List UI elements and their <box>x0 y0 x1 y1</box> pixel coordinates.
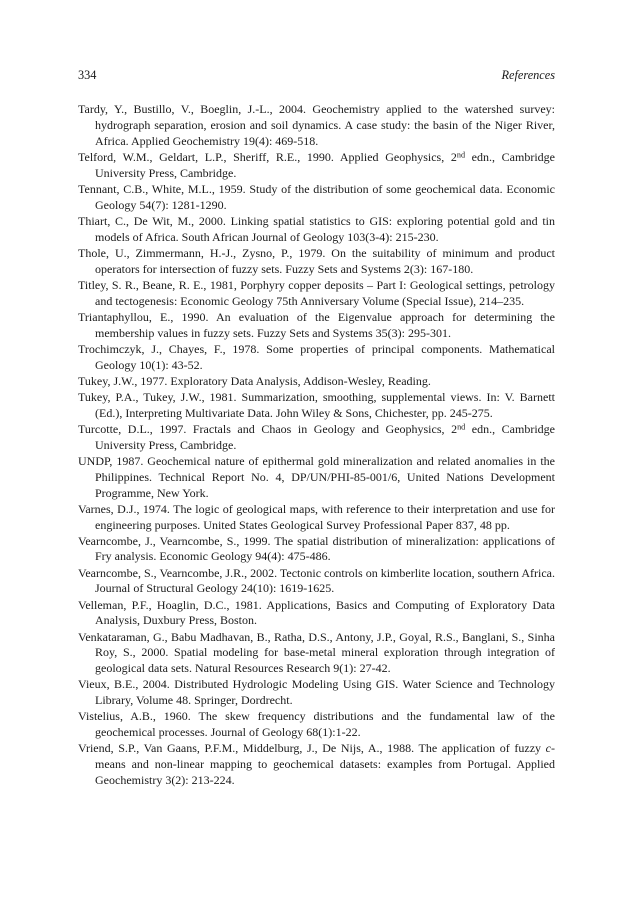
reference-list <box>78 102 555 789</box>
page-header <box>78 68 555 86</box>
reference-entry: Thiart, C., De Wit, M., 2000. Linking spatial statistics to GIS: exploring potential gold and tin models of Africa. South African Journal of Geology 103(3-4): 215-230. <box>78 213 555 244</box>
reference-entry: Tukey, J.W., 1977. Exploratory Data Analysis, Addison-Wesley, Reading. <box>78 373 431 388</box>
reference-entry: Tukey, P.A., Tukey, J.W., 1981. Summarization, smoothing, supplemental views. In: V. Barnett (Ed.), Interpreting Multivariate Data. John Wiley & Sons, Chichester, pp. 245-275. <box>78 389 555 420</box>
reference-entry: Venkataraman, G., Babu Madhavan, B., Ratha, D.S., Antony, J.P., Goyal, R.S., Banglani, S., Sinha Roy, S., 2000. Spatial modeling for base-metal mineral exploration through integration of geological data sets. Natural Resources Research 9(1): 27-42. <box>78 629 555 676</box>
reference-entry: Vearncombe, J., Vearncombe, S., 1999. The spatial distribution of mineralization: applications of Fry analysis. Economic Geology 94(4): 475-486. <box>78 533 555 564</box>
edition-superscript: nd <box>456 150 466 160</box>
reference-entry: Titley, S. R., Beane, R. E., 1981, Porphyry copper deposits – Part I: Geological settings, petrology and tectogenesis: Economic Geology 75th Anniversary Volume (Special Issue), 214–235. <box>78 277 555 308</box>
italic-variable: c <box>545 741 551 756</box>
reference-entry: Varnes, D.J., 1974. The logic of geological maps, with reference to their interpretation and use for engineering purposes. United States Geological Survey Professional Paper 837, 48 pp. <box>78 501 555 532</box>
reference-entry <box>78 422 555 454</box>
reference-entry: Thole, U., Zimmermann, H.-J., Zysno, P., 1979. On the suitability of minimum and product operators for intersection of fuzzy sets. Fuzzy Sets and Systems 2(3): 167-180. <box>78 245 555 276</box>
reference-text: Vriend, S.P., Van Gaans, P.F.M., Middelburg, J., De Nijs, A., 1988. The application of fuzzy <box>78 741 546 756</box>
reference-entry: Tardy, Y., Bustillo, V., Boeglin, J.-L., 2004. Geochemistry applied to the watershed survey: hydrograph separation, erosion and soil dynamics. A case study: the basin of the Niger River, Africa. Applied Geochemistry 19(4): 469-518. <box>78 102 555 148</box>
running-section-title: References <box>501 68 555 82</box>
reference-entry: Trochimczyk, J., Chayes, F., 1978. Some properties of principal components. Mathematical Geology 10(1): 43-52. <box>78 341 555 372</box>
reference-text: edn., Cambridge University Press, Cambridge. <box>95 149 555 180</box>
reference-text: -means and non-linear mapping to geochemical datasets: examples from Portugal. Applied Geochemistry 3(2): 213-224. <box>95 741 555 788</box>
reference-entry: Triantaphyllou, E., 1990. An evaluation of the Eigenvalue approach for determining the membership values in fuzzy sets. Fuzzy Sets and Systems 35(3): 295-301. <box>78 309 555 340</box>
reference-text: Telford, W.M., Geldart, L.P., Sheriff, R.E., 1990. Applied Geophysics, 2 <box>78 149 457 164</box>
edition-superscript: nd <box>457 422 466 432</box>
reference-entry: Tennant, C.B., White, M.L., 1959. Study of the distribution of some geochemical data. Economic Geology 54(7): 1281-1290. <box>78 181 555 212</box>
reference-entry: Vistelius, A.B., 1960. The skew frequency distributions and the fundamental law of the geochemical processes. Journal of Geology 68(1):1-22. <box>78 709 555 740</box>
reference-entry: UNDP, 1987. Geochemical nature of epithermal gold mineralization and related anomalies in the Philippines. Technical Report No. 4, DP/UN/PHI-85-001/6, United Nations Development Programme, New York. <box>78 453 555 500</box>
reference-entry <box>78 150 555 182</box>
reference-text: Turcotte, D.L., 1997. Fractals and Chaos in Geology and Geophysics, 2 <box>78 421 458 436</box>
reference-entry: Vieux, B.E., 2004. Distributed Hydrologic Modeling Using GIS. Water Science and Technology Library, Volume 48. Springer, Dordrecht. <box>78 677 555 708</box>
reference-entry: Vearncombe, S., Vearncombe, J.R., 2002. Tectonic controls on kimberlite location, southern Africa. Journal of Structural Geology 24(10): 1619-1625. <box>78 565 555 596</box>
reference-text: edn., Cambridge University Press, Cambridge. <box>95 421 555 452</box>
reference-entry: Velleman, P.F., Hoaglin, D.C., 1981. Applications, Basics and Computing of Exploratory Data Analysis, Duxbury Press, Boston. <box>78 597 555 628</box>
reference-entry <box>78 741 555 789</box>
page-number: 334 <box>78 68 97 82</box>
